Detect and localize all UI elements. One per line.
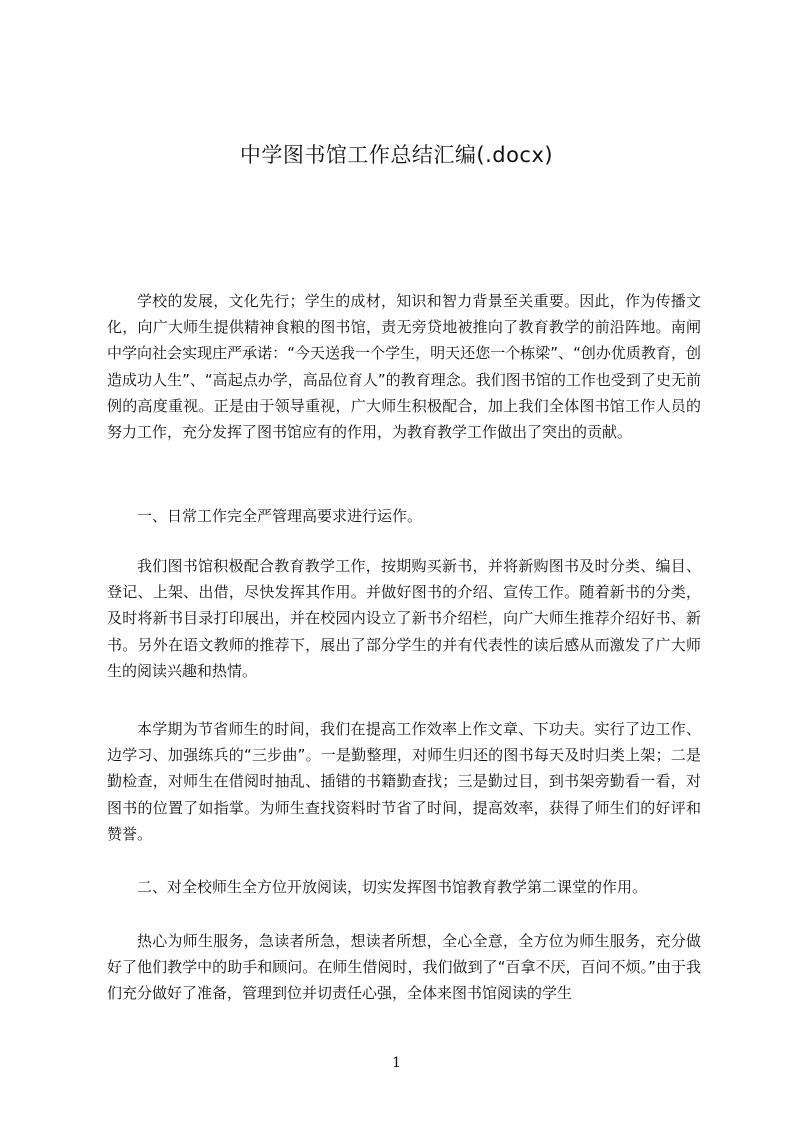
paragraph-service: 热心为师生服务，急读者所急，想读者所想，全心全意，全方位为师生服务，充分做好了他们教学中的助手和顾问。在师生借阅时，我们做到了“百拿不厌，百问不烦。”由于我们充分做好了准备，管理到位并切责任心强，全体来图书馆阅读的学生: [107, 932, 701, 1003]
section-heading-2: 二、对全校师生全方位开放阅读，切实发挥图书馆教育教学第二课堂的作用。: [137, 878, 648, 896]
document-title: 中学图书馆工作总结汇编(.docx): [239, 143, 554, 167]
paragraph-new-books: 我们图书馆积极配合教育教学工作，按期购买新书，并将新购图书及时分类、编目、登记、上架、出借，尽快发挥其作用。并做好图书的介绍、宣传工作。随着新书的分类，及时将新书目录打印展出，并在校园内设立了新书介绍栏，向广大师生推荐介绍好书、新书。另外在语文教师的推荐下，展出了部分学生的并有代表性的读后感从而激发了广大师生的阅读兴趣和热情。: [107, 557, 701, 680]
paragraph-intro: 学校的发展，文化先行；学生的成材，知识和智力背景至关重要。因此，作为传播文化，向广大师生提供精神食粮的图书馆，责无旁贷地被推向了教育教学的前沿阵地。南闸中学向社会实现庄严承诺：“今天送我一个学生，明天还您一个栋梁”、“创办优质教育，创造成功人生”、“高起点办学，高品位育人”的教育理念。我们图书馆的工作也受到了史无前例的高度重视。正是由于领导重视，广大师生积极配合，加上我们全体图书馆工作人员的努力工作，充分发挥了图书馆应有的作用，为教育教学工作做出了突出的贡献。: [107, 292, 701, 442]
section-heading-1: 一、日常工作完全严管理高要求进行运作。: [137, 507, 423, 525]
page-number: 1: [392, 1055, 401, 1071]
paragraph-efficiency: 本学期为节省师生的时间，我们在提高工作效率上作文章、下功夫。实行了边工作、边学习、加强练兵的“三步曲”。一是勤整理，对师生归还的图书每天及时归类上架；二是勤检查，对师生在借阅时抽乱、插错的书籍勤查找；三是勤过目，到书架旁勤看一看，对图书的位置了如指掌。为师生查找资料时节省了时间，提高效率，获得了师生们的好评和赞誉。: [107, 720, 701, 843]
